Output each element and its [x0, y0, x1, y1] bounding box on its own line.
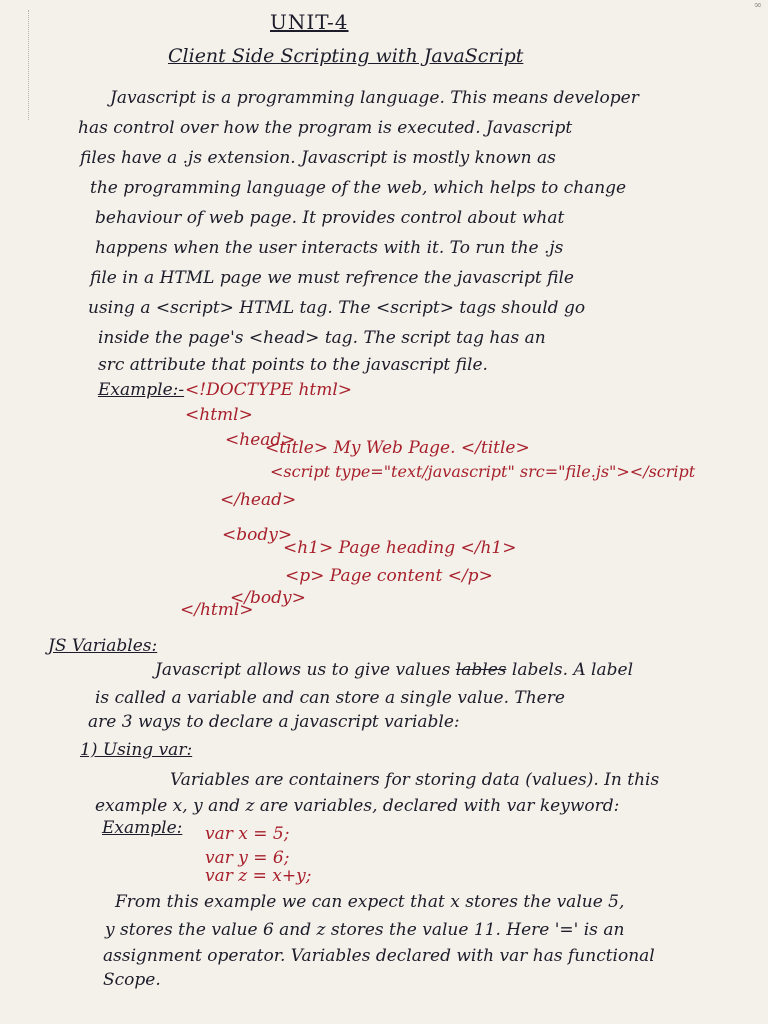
- code-line: <script type="text/javascript" src="file.js"></script: [270, 462, 696, 481]
- variables-intro-line: are 3 ways to declare a javascript variable:: [88, 712, 460, 732]
- closing-line: From this example we can expect that x stores the value 5,: [115, 892, 625, 912]
- code-line: <html>: [185, 405, 253, 425]
- desc-line: example x, y and z are variables, declared with var keyword:: [95, 796, 620, 816]
- intro-text-a: Javascript allows us to give values: [155, 660, 456, 680]
- intro-line: happens when the user interacts with it. To run the .js: [95, 238, 564, 258]
- intro-text-b: labels. A label: [506, 660, 634, 680]
- desc-line: Variables are containers for storing data (values). In this: [170, 770, 660, 790]
- corner-mark: ∞: [753, 0, 762, 11]
- code-line: <title> My Web Page. </title>: [265, 438, 530, 458]
- section-heading: JS Variables:: [48, 636, 158, 656]
- sub-heading: 1) Using var:: [80, 740, 193, 760]
- code-line: var x = 5;: [205, 824, 290, 844]
- code-line: <h1> Page heading </h1>: [283, 538, 517, 558]
- struck-word: lables: [455, 660, 507, 680]
- code-line: </body>: [230, 588, 306, 608]
- example-label: Example:-: [98, 380, 185, 400]
- unit-heading: UNIT-4: [270, 10, 349, 34]
- variables-intro-line: is called a variable and can store a single value. There: [95, 688, 565, 708]
- intro-line: Javascript is a programming language. This means developer: [110, 88, 639, 108]
- closing-line: y stores the value 6 and z stores the value 11. Here '=' is an: [105, 920, 625, 940]
- code-line: var y = 6;: [205, 848, 290, 868]
- intro-line: the programming language of the web, which helps to change: [90, 178, 627, 198]
- variables-intro-line: [155, 660, 633, 680]
- margin-marks: [28, 10, 43, 120]
- intro-line: behaviour of web page. It provides control about what: [95, 208, 565, 228]
- code-line: <!DOCTYPE html>: [185, 380, 353, 400]
- intro-line: has control over how the program is executed. Javascript: [78, 118, 573, 138]
- code-line: <body>: [222, 525, 293, 545]
- page-title: Client Side Scripting with JavaScript: [168, 45, 524, 67]
- example-label: Example:: [102, 818, 183, 838]
- code-line: <head>: [225, 430, 296, 450]
- intro-line: file in a HTML page we must refrence the javascript file: [90, 268, 574, 288]
- intro-line: files have a .js extension. Javascript is mostly known as: [80, 148, 556, 168]
- code-line: var z = x+y;: [205, 866, 312, 886]
- closing-line: Scope.: [103, 970, 161, 990]
- code-line: <p> Page content </p>: [285, 566, 493, 586]
- intro-line: inside the page's <head> tag. The script tag has an: [98, 328, 546, 348]
- intro-line: using a <script> HTML tag. The <script> tags should go: [88, 298, 586, 318]
- code-line: </html>: [180, 600, 254, 620]
- intro-line: src attribute that points to the javascript file.: [98, 355, 488, 375]
- code-line: </head>: [220, 490, 297, 510]
- closing-line: assignment operator. Variables declared with var has functional: [103, 946, 655, 966]
